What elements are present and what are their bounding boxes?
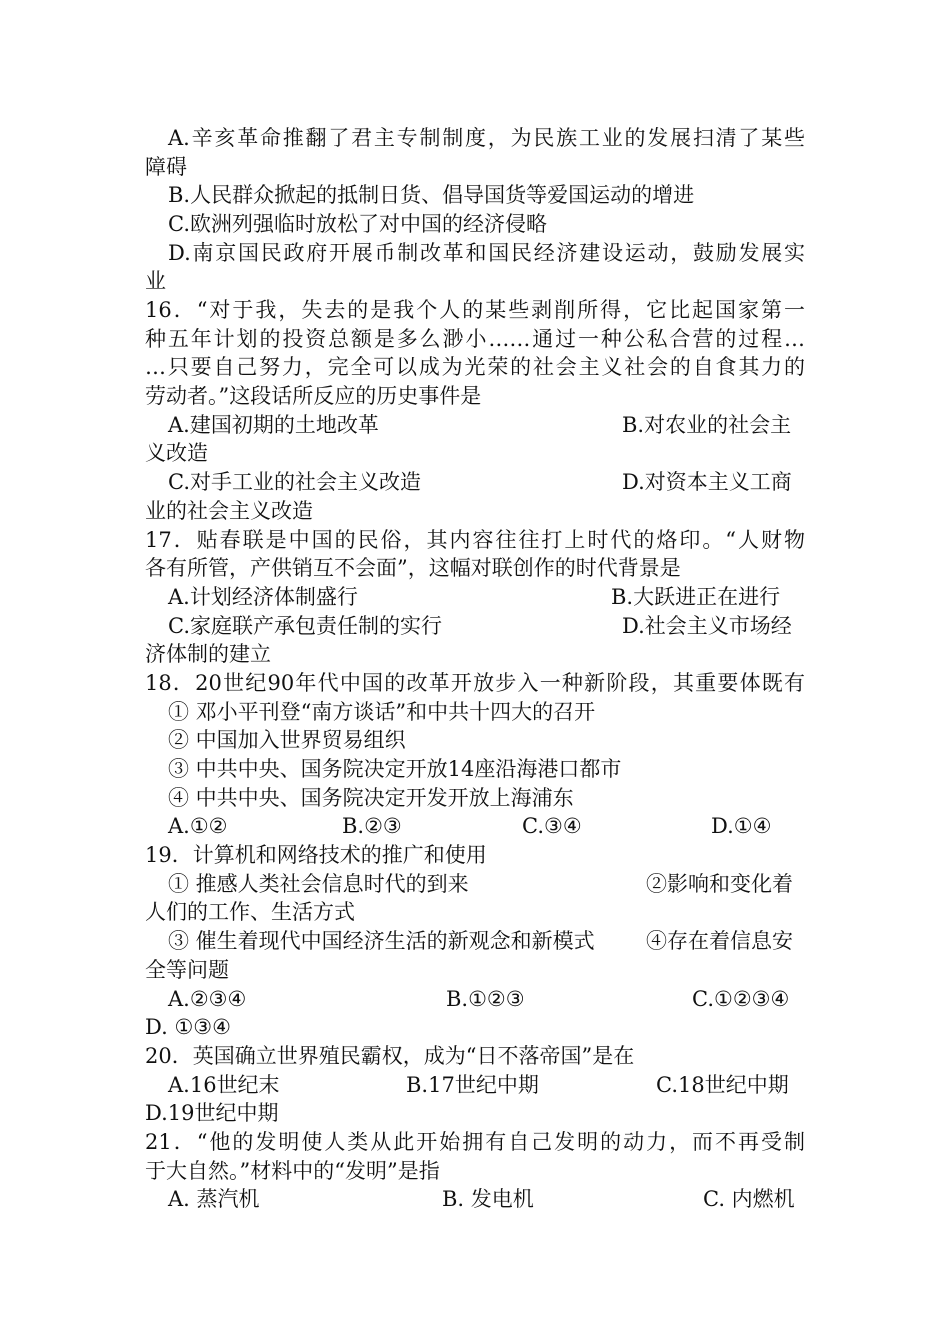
q21-option-b: B. 发电机 bbox=[442, 1187, 534, 1211]
q15-option-b: B.人民群众掀起的抵制日货、倡导国货等爱国运动的增进 bbox=[168, 183, 695, 207]
q18-item-1: ① 邓小平刊登“南方谈话”和中共十四大的召开 bbox=[168, 700, 596, 724]
q18-option-c: C.③④ bbox=[522, 814, 582, 838]
q15-option-d-line1: D.南京国民政府开展币制改革和国民经济建设运动，鼓励发展实 bbox=[168, 241, 805, 265]
q19-item-2-line1: ②影响和变化着 bbox=[646, 872, 793, 896]
q19-option-b: B.①②③ bbox=[446, 987, 525, 1011]
q16-option-d-line1: D.对资本主义工商 bbox=[622, 470, 792, 494]
q16-stem-line3: …只要自己努力，完全可以成为光荣的社会主义社会的自食其力的 bbox=[145, 355, 805, 379]
q20-stem: 20．英国确立世界殖民霸权，成为“日不落帝国”是在 bbox=[145, 1044, 635, 1068]
q18-stem: 18．20世纪90年代中国的改革开放步入一种新阶段，其重要体既有 bbox=[145, 671, 805, 695]
q21-stem-line2: 于大自然。”材料中的“发明”是指 bbox=[145, 1159, 440, 1183]
q16-stem-line2: 种五年计划的投资总额是多么渺小……通过一种公私合营的过程… bbox=[145, 327, 805, 351]
q18-option-a: A.①② bbox=[168, 814, 228, 838]
q20-option-d: D.19世纪中期 bbox=[145, 1101, 279, 1125]
q17-option-b: B.大跃进正在进行 bbox=[611, 585, 781, 609]
q17-option-d-line2: 济体制的建立 bbox=[145, 642, 271, 666]
q16-option-c: C.对手工业的社会主义改造 bbox=[168, 470, 421, 494]
q18-item-4: ④ 中共中央、国务院决定开发开放上海浦东 bbox=[168, 786, 574, 810]
q16-option-b-line2: 义改造 bbox=[145, 441, 208, 465]
q19-item-4-line2: 全等问题 bbox=[145, 958, 229, 982]
q17-stem-line2: 各有所管，产供销互不会面”，这幅对联创作的时代背景是 bbox=[145, 556, 681, 580]
q20-option-a: A.16世纪末 bbox=[168, 1073, 280, 1097]
q16-option-a: A.建国初期的土地改革 bbox=[168, 413, 379, 437]
q19-item-4-line1: ④存在着信息安 bbox=[646, 929, 793, 953]
q16-stem-line1: 16．“对于我，失去的是我个人的某些剥削所得，它比起国家第一 bbox=[145, 298, 805, 322]
q18-option-d: D.①④ bbox=[711, 814, 772, 838]
q17-option-d-line1: D.社会主义市场经 bbox=[622, 614, 792, 638]
q20-option-c: C.18世纪中期 bbox=[656, 1073, 789, 1097]
q18-item-3: ③ 中共中央、国务院决定开放14座沿海港口都市 bbox=[168, 757, 622, 781]
q19-item-3: ③ 催生着现代中国经济生活的新观念和新模式 bbox=[168, 929, 595, 953]
q15-option-d-line2: 业 bbox=[145, 269, 166, 293]
q16-stem-line4: 劳动者。”这段话所反应的历史事件是 bbox=[145, 384, 482, 408]
q16-option-d-line2: 业的社会主义改造 bbox=[145, 499, 313, 523]
q19-option-a: A.②③④ bbox=[168, 987, 247, 1011]
q19-option-d: D. ①③④ bbox=[145, 1015, 231, 1039]
q19-option-c: C.①②③④ bbox=[692, 987, 790, 1011]
q21-option-a: A. 蒸汽机 bbox=[168, 1187, 260, 1211]
q15-option-a-line2: 障碍 bbox=[145, 155, 187, 179]
q17-stem-line1: 17．贴春联是中国的民俗，其内容往往打上时代的烙印。“人财物 bbox=[145, 528, 805, 552]
q19-item-2-line2: 人们的工作、生活方式 bbox=[145, 900, 355, 924]
q15-option-c: C.欧洲列强临时放松了对中国的经济侵略 bbox=[168, 212, 547, 236]
q21-stem-line1: 21．“他的发明使人类从此开始拥有自己发明的动力，而不再受制 bbox=[145, 1130, 805, 1154]
q19-item-1: ① 推感人类社会信息时代的到来 bbox=[168, 872, 469, 896]
q17-option-a: A.计划经济体制盛行 bbox=[168, 585, 358, 609]
q15-option-a-line1: A.辛亥革命推翻了君主专制制度，为民族工业的发展扫清了某些 bbox=[168, 126, 805, 150]
q18-option-b: B.②③ bbox=[342, 814, 402, 838]
q21-option-c: C. 内燃机 bbox=[703, 1187, 795, 1211]
q16-option-b-line1: B.对农业的社会主 bbox=[622, 413, 792, 437]
q18-item-2: ② 中国加入世界贸易组织 bbox=[168, 728, 406, 752]
q20-option-b: B.17世纪中期 bbox=[406, 1073, 539, 1097]
q17-option-c: C.家庭联产承包责任制的实行 bbox=[168, 614, 442, 638]
q19-stem: 19．计算机和网络技术的推广和使用 bbox=[145, 843, 487, 867]
